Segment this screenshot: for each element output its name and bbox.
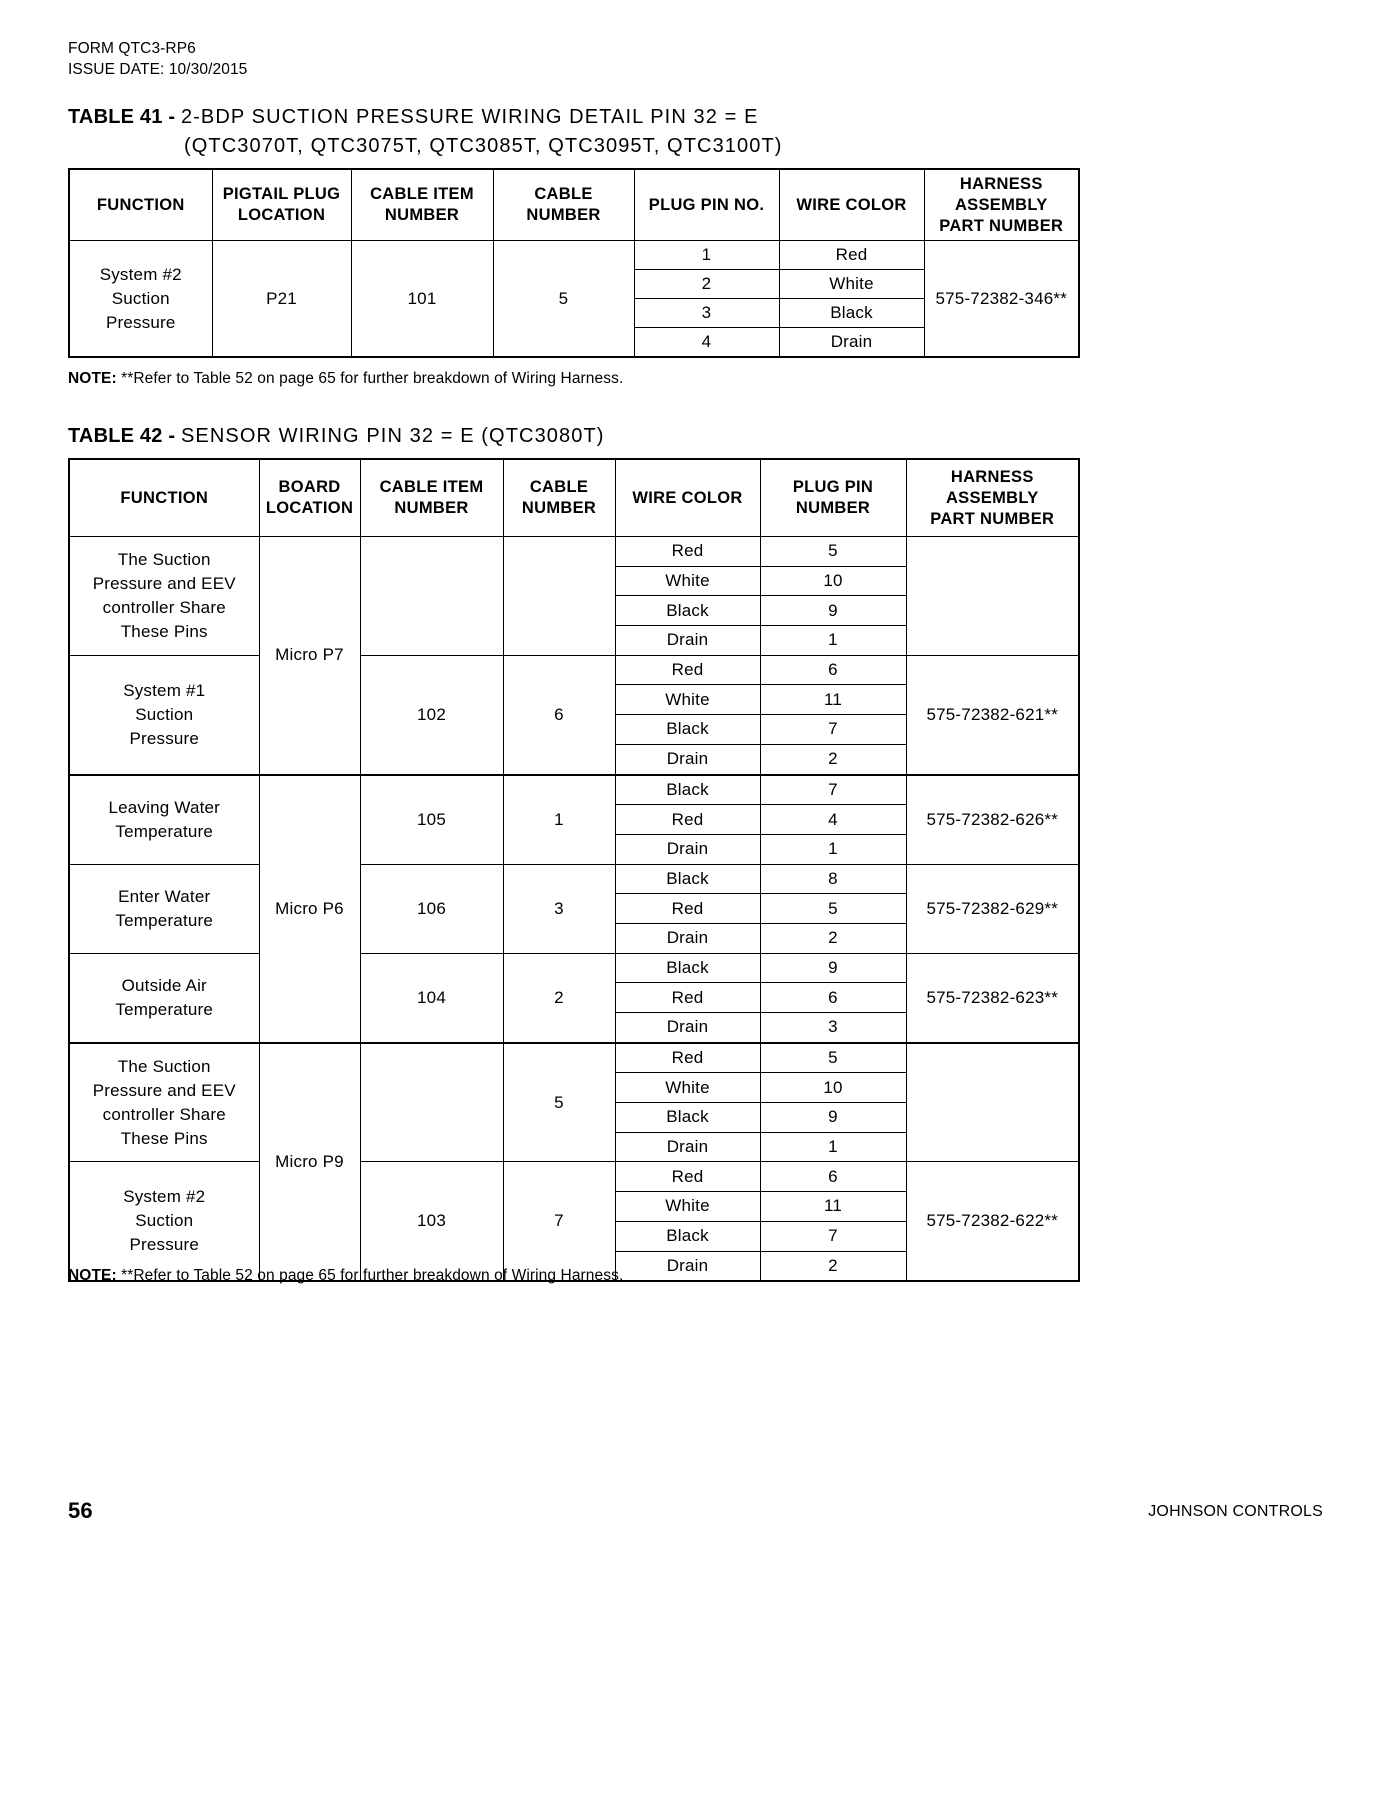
cell-harness-part-number: 575-72382-621** xyxy=(906,655,1079,774)
cell-cable-number xyxy=(503,537,615,656)
col-cable-item-number: CABLE ITEM NUMBER xyxy=(351,169,493,241)
cell-harness-part-number xyxy=(906,1043,1079,1162)
table-row xyxy=(69,953,1079,983)
cell-function: Outside Air Temperature xyxy=(69,953,259,1043)
cell-wire-color: Black xyxy=(779,299,924,328)
cell-wire-color: Black xyxy=(615,775,760,805)
page-number: 56 xyxy=(68,1498,93,1523)
cell-plug-pin-number: 2 xyxy=(760,744,906,774)
cell-cable-number: 6 xyxy=(503,655,615,774)
table-41-header-row xyxy=(69,169,1079,241)
cell-function: System #2 Suction Pressure xyxy=(69,241,212,358)
table-41-number: TABLE 41 - xyxy=(68,106,181,128)
cell-wire-color: Red xyxy=(615,894,760,924)
cell-plug-pin-number: 7 xyxy=(760,715,906,745)
cell-function: The Suction Pressure and EEV controller Share These Pins xyxy=(69,1043,259,1162)
cell-plug-pin-number: 5 xyxy=(760,537,906,567)
cell-cable-number: 3 xyxy=(503,864,615,953)
table-42-note xyxy=(68,1267,623,1285)
col-wire-color: WIRE COLOR xyxy=(615,459,760,537)
cell-cable-item-number: 104 xyxy=(360,953,503,1043)
cell-wire-color: Black xyxy=(615,864,760,894)
table-41-caption xyxy=(68,103,783,161)
table-41-title: 2-BDP SUCTION PRESSURE WIRING DETAIL PIN 32 = E xyxy=(180,106,759,128)
col-cable-item-number: CABLE ITEM NUMBER xyxy=(360,459,503,537)
table-42 xyxy=(68,458,1080,1282)
cell-harness-part-number: 575-72382-623** xyxy=(906,953,1079,1043)
cell-pigtail-plug-location: P21 xyxy=(212,241,351,358)
cell-wire-color: Red xyxy=(615,1043,760,1073)
table-row xyxy=(69,1043,1079,1073)
cell-plug-pin-number: 6 xyxy=(760,655,906,685)
cell-cable-number: 5 xyxy=(493,241,634,358)
cell-harness-part-number: 575-72382-629** xyxy=(906,864,1079,953)
cell-plug-pin-number: 1 xyxy=(760,626,906,656)
cell-cable-item-number: 106 xyxy=(360,864,503,953)
cell-board-location: Micro P7 xyxy=(259,537,360,775)
cell-cable-item-number: 102 xyxy=(360,655,503,774)
cell-wire-color: Drain xyxy=(615,1132,760,1162)
footer-brand: JOHNSON CONTROLS xyxy=(1148,1503,1323,1520)
cell-wire-color: White xyxy=(615,1073,760,1103)
cell-plug-pin-number: 11 xyxy=(760,685,906,715)
cell-wire-color: Black xyxy=(615,1221,760,1251)
cell-wire-color: Black xyxy=(615,1103,760,1133)
cell-cable-item-number xyxy=(360,1043,503,1162)
cell-wire-color: Red xyxy=(615,1162,760,1192)
note-text: **Refer to Table 52 on page 65 for further breakdown of Wiring Harness. xyxy=(116,370,624,387)
cell-plug-pin-no: 4 xyxy=(634,328,779,358)
cell-plug-pin-number: 6 xyxy=(760,983,906,1013)
cell-wire-color: Red xyxy=(779,241,924,270)
cell-wire-color: White xyxy=(615,566,760,596)
cell-cable-number: 5 xyxy=(503,1043,615,1162)
cell-cable-number: 7 xyxy=(503,1162,615,1281)
cell-harness-part-number: 575-72382-626** xyxy=(906,775,1079,865)
cell-plug-pin-number: 8 xyxy=(760,864,906,894)
cell-harness-part-number: 575-72382-346** xyxy=(924,241,1079,358)
col-plug-pin-no: PLUG PIN NO. xyxy=(634,169,779,241)
cell-wire-color: Red xyxy=(615,655,760,685)
cell-cable-item-number xyxy=(360,537,503,656)
cell-wire-color: White xyxy=(615,1192,760,1222)
note-text: **Refer to Table 52 on page 65 for further breakdown of Wiring Harness. xyxy=(116,1267,624,1284)
cell-plug-pin-number: 5 xyxy=(760,1043,906,1073)
form-number: FORM QTC3-RP6 xyxy=(68,40,196,57)
cell-wire-color: Drain xyxy=(779,328,924,358)
col-board-location: BOARD LOCATION xyxy=(259,459,360,537)
cell-wire-color: Drain xyxy=(615,744,760,774)
cell-cable-item-number: 103 xyxy=(360,1162,503,1281)
cell-plug-pin-number: 9 xyxy=(760,1103,906,1133)
table-42-title: SENSOR WIRING PIN 32 = E (QTC3080T) xyxy=(180,425,605,447)
cell-function: System #2 Suction Pressure xyxy=(69,1162,259,1281)
cell-wire-color: Black xyxy=(615,596,760,626)
cell-plug-pin-number: 11 xyxy=(760,1192,906,1222)
cell-wire-color: Drain xyxy=(615,1013,760,1043)
cell-function: Enter Water Temperature xyxy=(69,864,259,953)
cell-cable-item-number: 101 xyxy=(351,241,493,358)
col-function: FUNCTION xyxy=(69,459,259,537)
cell-wire-color: Drain xyxy=(615,923,760,953)
cell-plug-pin-number: 9 xyxy=(760,596,906,626)
table-row xyxy=(69,537,1079,567)
cell-wire-color: White xyxy=(779,270,924,299)
col-plug-pin-number: PLUG PIN NUMBER xyxy=(760,459,906,537)
table-42-caption xyxy=(68,422,605,451)
table-41 xyxy=(68,168,1080,358)
cell-plug-pin-number: 3 xyxy=(760,1013,906,1043)
cell-harness-part-number: 575-72382-622** xyxy=(906,1162,1079,1281)
cell-wire-color: Drain xyxy=(615,1251,760,1281)
cell-function: The Suction Pressure and EEV controller Share These Pins xyxy=(69,537,259,656)
cell-board-location: Micro P6 xyxy=(259,775,360,1043)
table-41-subtitle: (QTC3070T, QTC3075T, QTC3085T, QTC3095T, QTC3100T) xyxy=(184,135,783,157)
col-cable-number: CABLE NUMBER xyxy=(493,169,634,241)
note-label: NOTE: xyxy=(68,370,117,387)
cell-wire-color: Red xyxy=(615,805,760,835)
cell-wire-color: Red xyxy=(615,537,760,567)
cell-plug-pin-number: 7 xyxy=(760,775,906,805)
cell-function: System #1 Suction Pressure xyxy=(69,655,259,774)
table-42-header-row xyxy=(69,459,1079,537)
col-harness-assembly-part-number: HARNESS ASSEMBLY PART NUMBER xyxy=(924,169,1079,241)
cell-cable-item-number: 105 xyxy=(360,775,503,865)
col-pigtail-plug-location: PIGTAIL PLUG LOCATION xyxy=(212,169,351,241)
cell-function: Leaving Water Temperature xyxy=(69,775,259,865)
note-label: NOTE: xyxy=(68,1267,117,1284)
document-header xyxy=(68,38,247,80)
col-harness-assembly-part-number: HARNESS ASSEMBLY PART NUMBER xyxy=(906,459,1079,537)
table-row xyxy=(69,1162,1079,1192)
cell-wire-color: White xyxy=(615,685,760,715)
cell-wire-color: Black xyxy=(615,715,760,745)
cell-plug-pin-number: 2 xyxy=(760,923,906,953)
cell-wire-color: Black xyxy=(615,953,760,983)
issue-date: ISSUE DATE: 10/30/2015 xyxy=(68,61,248,78)
cell-plug-pin-number: 5 xyxy=(760,894,906,924)
cell-plug-pin-number: 4 xyxy=(760,805,906,835)
col-wire-color: WIRE COLOR xyxy=(779,169,924,241)
cell-plug-pin-no: 3 xyxy=(634,299,779,328)
table-row xyxy=(69,655,1079,685)
table-42-number: TABLE 42 - xyxy=(68,425,181,447)
cell-plug-pin-number: 7 xyxy=(760,1221,906,1251)
cell-wire-color: Red xyxy=(615,983,760,1013)
cell-wire-color: Drain xyxy=(615,834,760,864)
table-row xyxy=(69,775,1079,805)
cell-cable-number: 1 xyxy=(503,775,615,865)
cell-board-location: Micro P9 xyxy=(259,1043,360,1282)
table-41-note xyxy=(68,370,623,388)
table-row xyxy=(69,241,1079,270)
cell-plug-pin-no: 1 xyxy=(634,241,779,270)
cell-plug-pin-number: 10 xyxy=(760,566,906,596)
cell-plug-pin-number: 2 xyxy=(760,1251,906,1281)
cell-plug-pin-number: 6 xyxy=(760,1162,906,1192)
col-cable-number: CABLE NUMBER xyxy=(503,459,615,537)
cell-harness-part-number xyxy=(906,537,1079,656)
cell-cable-number: 2 xyxy=(503,953,615,1043)
table-row xyxy=(69,864,1079,894)
cell-wire-color: Drain xyxy=(615,626,760,656)
cell-plug-pin-number: 10 xyxy=(760,1073,906,1103)
col-function: FUNCTION xyxy=(69,169,212,241)
cell-plug-pin-number: 9 xyxy=(760,953,906,983)
cell-plug-pin-number: 1 xyxy=(760,834,906,864)
cell-plug-pin-no: 2 xyxy=(634,270,779,299)
cell-plug-pin-number: 1 xyxy=(760,1132,906,1162)
